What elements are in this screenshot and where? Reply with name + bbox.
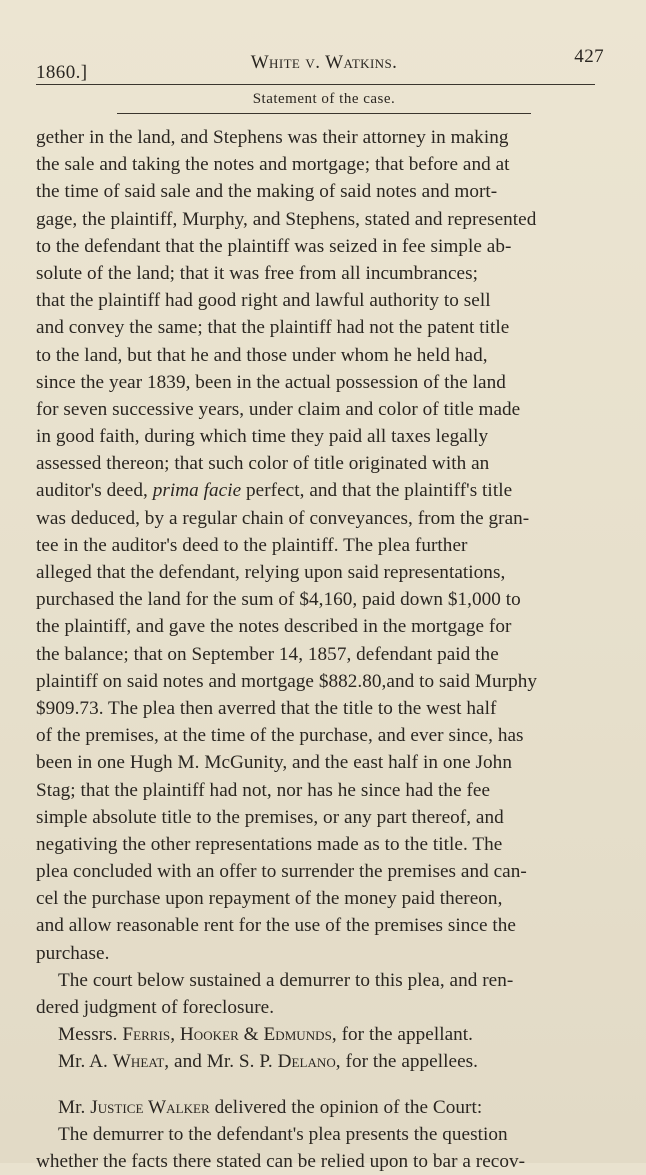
text-segment: to the land, but that he and those under whom he held had, bbox=[36, 344, 488, 366]
text-segment: gether in the land, and Stephens was their attorney in making bbox=[36, 127, 509, 148]
counsel-suffix: for the appellant. bbox=[336, 1024, 474, 1046]
demurrer-line: dered judgment of foreclosure. bbox=[36, 997, 275, 1018]
text-segment: that the plaintiff had good right and lawful authority to sell bbox=[36, 290, 491, 312]
spacer bbox=[36, 1076, 612, 1094]
counsel-name: Wheat, bbox=[112, 1051, 170, 1073]
text-line bbox=[36, 695, 612, 722]
text-line bbox=[36, 423, 612, 450]
text-segment: the balance; that on September 14, 1857, defendant paid the bbox=[36, 643, 499, 665]
text-line bbox=[36, 940, 612, 967]
counsel-prefix: Messrs. bbox=[58, 1024, 123, 1046]
text-line bbox=[36, 151, 612, 178]
text-line bbox=[36, 668, 612, 695]
page-number: 427 bbox=[574, 46, 604, 67]
text-segment: perfect, and that the plaintiff's title bbox=[241, 480, 513, 502]
counsel-middle: and Mr. S. P. bbox=[169, 1051, 278, 1073]
statement-paragraph bbox=[36, 124, 612, 967]
counsel-name: Delano, bbox=[277, 1051, 341, 1073]
text-line bbox=[36, 912, 612, 939]
text-segment: solute of the land; that it was free from all incumbrances; bbox=[36, 262, 478, 284]
section-subheading: Statement of the case. bbox=[252, 91, 396, 107]
text-segment: auditor's deed, bbox=[36, 480, 153, 502]
justice-name: Justice Walker bbox=[90, 1096, 210, 1118]
header-rule bbox=[36, 84, 595, 85]
text-segment: plaintiff on said notes and mortgage $882.80,and to said Murphy bbox=[36, 670, 538, 692]
text-segment: gage, the plaintiff, Murphy, and Stephens, stated and represented bbox=[36, 208, 537, 230]
text-line bbox=[36, 613, 612, 640]
text-segment: and allow reasonable rent for the use of the premises since the bbox=[36, 915, 516, 937]
opinion-prefix: Mr. bbox=[58, 1096, 91, 1118]
text-line bbox=[36, 314, 612, 341]
running-header bbox=[36, 46, 612, 83]
opinion-suffix: delivered the opinion of the Court: bbox=[209, 1096, 483, 1118]
text-segment: the time of said sale and the making of said notes and mort- bbox=[36, 181, 498, 203]
text-line bbox=[36, 260, 612, 287]
text-segment: cel the purchase upon repayment of the money paid thereon, bbox=[36, 888, 503, 910]
text-segment: tee in the auditor's deed to the plaintiff. The plea further bbox=[36, 534, 468, 556]
text-line bbox=[36, 641, 612, 668]
text-segment: since the year 1839, been in the actual possession of the land bbox=[36, 371, 506, 393]
counsel-suffix: for the appellees. bbox=[340, 1051, 479, 1073]
text-line bbox=[36, 396, 612, 423]
text-segment: Stag; that the plaintiff had not, nor has he since had the fee bbox=[36, 779, 491, 801]
text-line bbox=[36, 586, 612, 613]
text-line bbox=[36, 804, 612, 831]
text-segment: the sale and taking the notes and mortgage; that before and at bbox=[36, 154, 510, 176]
text-line bbox=[36, 559, 612, 586]
text-line bbox=[36, 477, 612, 504]
text-line bbox=[36, 450, 612, 477]
text-line bbox=[36, 749, 612, 776]
italic-phrase: prima facie bbox=[152, 480, 242, 502]
case-title: White v. Watkins. bbox=[250, 52, 398, 73]
counsel-appellees bbox=[36, 1048, 612, 1075]
demurrer-line: The court below sustained a demurrer to this plea, and ren- bbox=[58, 969, 514, 991]
text-segment: was deduced, by a regular chain of conveyances, from the gran- bbox=[36, 507, 530, 529]
text-segment: and convey the same; that the plaintiff had not the patent title bbox=[36, 317, 510, 339]
text-segment: purchase. bbox=[36, 942, 110, 964]
text-segment: of the premises, at the time of the purchase, and ever since, has bbox=[36, 725, 524, 747]
text-segment: been in one Hugh M. McGunity, and the east half in one John bbox=[36, 752, 512, 774]
text-segment: assessed thereon; that such color of title originated with an bbox=[36, 453, 490, 475]
text-line bbox=[36, 233, 612, 260]
text-line bbox=[36, 206, 612, 233]
text-line bbox=[36, 532, 612, 559]
counsel-names: Ferris, Hooker & Edmunds, bbox=[122, 1024, 337, 1046]
text-line bbox=[36, 178, 612, 205]
opinion-intro bbox=[36, 1094, 612, 1121]
text-segment: the plaintiff, and gave the notes described in the mortgage for bbox=[36, 616, 512, 638]
opinion-line: The demurrer to the defendant's plea presents the question bbox=[58, 1123, 508, 1145]
text-line bbox=[36, 342, 612, 369]
text-line bbox=[36, 124, 612, 151]
text-line bbox=[36, 505, 612, 532]
text-segment: alleged that the defendant, relying upon said representations, bbox=[36, 562, 506, 583]
opinion-line: whether the facts there stated can be relied upon to bar a recov- bbox=[36, 1150, 526, 1172]
text-segment: negativing the other representations made as to the title. The bbox=[36, 833, 503, 855]
text-segment: simple absolute title to the premises, or any part thereof, and bbox=[36, 806, 504, 828]
text-line bbox=[36, 885, 612, 912]
text-segment: purchased the land for the sum of $4,160, paid down $1,000 to bbox=[36, 589, 521, 611]
text-line bbox=[36, 287, 612, 314]
text-line bbox=[36, 858, 612, 885]
text-segment: in good faith, during which time they paid all taxes legally bbox=[36, 426, 489, 448]
counsel-appellant bbox=[36, 1021, 612, 1048]
header-year: 1860.] bbox=[36, 62, 88, 83]
text-segment: $909.73. The plea then averred that the title to the west half bbox=[36, 697, 497, 719]
text-segment: plea concluded with an offer to surrender the premises and can- bbox=[36, 861, 527, 883]
text-segment: to the defendant that the plaintiff was seized in fee simple ab- bbox=[36, 235, 512, 257]
subheading-rule bbox=[117, 113, 532, 114]
text-line bbox=[36, 831, 612, 858]
text-segment: for seven successive years, under claim and color of title made bbox=[36, 398, 521, 420]
counsel-prefix: Mr. A. bbox=[58, 1051, 113, 1073]
text-line bbox=[36, 777, 612, 804]
text-line bbox=[36, 722, 612, 749]
body-text bbox=[36, 124, 612, 1175]
text-line bbox=[36, 369, 612, 396]
